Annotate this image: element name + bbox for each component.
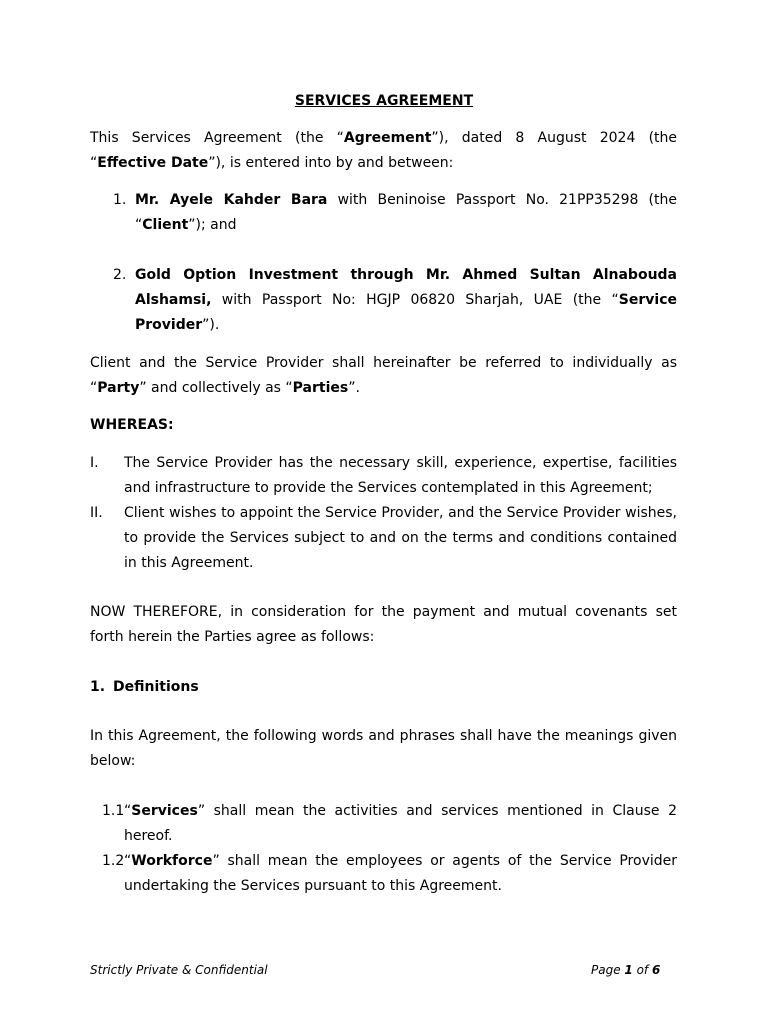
intro-text: This Services Agreement (the “: [90, 130, 344, 146]
party-def-text: ” and collectively as “: [139, 380, 293, 396]
parties-term: Parties: [292, 380, 349, 396]
definition-text: ” shall mean the employees or agents of the Service Provider undertaking the Services pursuant to this Agreement.: [124, 853, 677, 894]
definition-services: [124, 799, 677, 849]
now-therefore-paragraph: NOW THEREFORE, in consideration for the payment and mutual covenants set forth herein the Parties agree as follows:: [90, 604, 677, 645]
agreement-term: Agreement: [343, 130, 432, 146]
party-def-text: ”.: [348, 380, 360, 396]
party-term: Party: [97, 380, 140, 396]
party-1: [135, 188, 677, 238]
footer-confidential: Strictly Private & Confidential: [90, 963, 268, 977]
definition-2-number: 1.2: [102, 853, 125, 869]
party-2-text: with Passport No: HGJP 06820 Sharjah, UAE (the “: [211, 292, 619, 308]
client-name: Mr. Ayele Kahder Bara: [135, 192, 328, 208]
workforce-term: Workforce: [131, 853, 213, 869]
client-term: Client: [142, 217, 189, 233]
provider-name: Gold Option Investment through Mr. Ahmed Sultan Alnabouda Alshamsi,: [135, 267, 677, 308]
party-1-text: with Beninoise Passport No. 21PP35298 (the “: [135, 192, 677, 233]
definition-quote: “: [124, 853, 132, 869]
services-term: Services: [131, 803, 198, 819]
whereas-heading: WHEREAS:: [90, 417, 174, 433]
page-prefix: Page: [591, 963, 625, 977]
recital-2: Client wishes to appoint the Service Provider, and the Service Provider wishes, to provide the Services subject to and on the terms and conditions contained in this Agreement.: [124, 505, 677, 571]
recital-1: The Service Provider has the necessary skill, experience, expertise, facilities and infrastructure to provide the Services contemplated in this Agreement;: [124, 455, 677, 496]
footer-page-number: [591, 960, 660, 980]
definition-1-number: 1.1: [102, 803, 125, 819]
party-2: [135, 263, 677, 338]
total-pages: 6: [651, 963, 661, 977]
document-title: SERVICES AGREEMENT: [294, 93, 474, 109]
current-page: 1: [624, 963, 633, 977]
recital-1-number: I.: [90, 455, 99, 471]
intro-text: ”), is entered into by and between:: [208, 155, 454, 171]
intro-text: ”), dated 8 August 2024 (the “: [90, 130, 678, 171]
definition-quote: “: [124, 803, 132, 819]
party-2-text: ”).: [202, 317, 220, 333]
definition-text: ” shall mean the activities and services mentioned in Clause 2 hereof.: [124, 803, 677, 844]
recital-2-number: II.: [90, 505, 103, 521]
party-definition: [90, 351, 677, 401]
definition-workforce: [124, 849, 677, 899]
section-1-heading: Definitions: [113, 679, 199, 695]
party-1-number: 1.: [113, 192, 127, 208]
service-provider-term: Service Provider: [135, 292, 677, 333]
party-2-number: 2.: [113, 267, 127, 283]
definitions-intro: In this Agreement, the following words and phrases shall have the meanings given below:: [90, 728, 677, 769]
page-of: of: [632, 963, 652, 977]
section-1-number: 1.: [90, 679, 106, 695]
party-def-text: Client and the Service Provider shall hereinafter be referred to individually as “: [90, 355, 677, 396]
party-1-text: ”); and: [188, 217, 237, 233]
effective-date-term: Effective Date: [97, 155, 209, 171]
intro-paragraph: [90, 126, 677, 176]
